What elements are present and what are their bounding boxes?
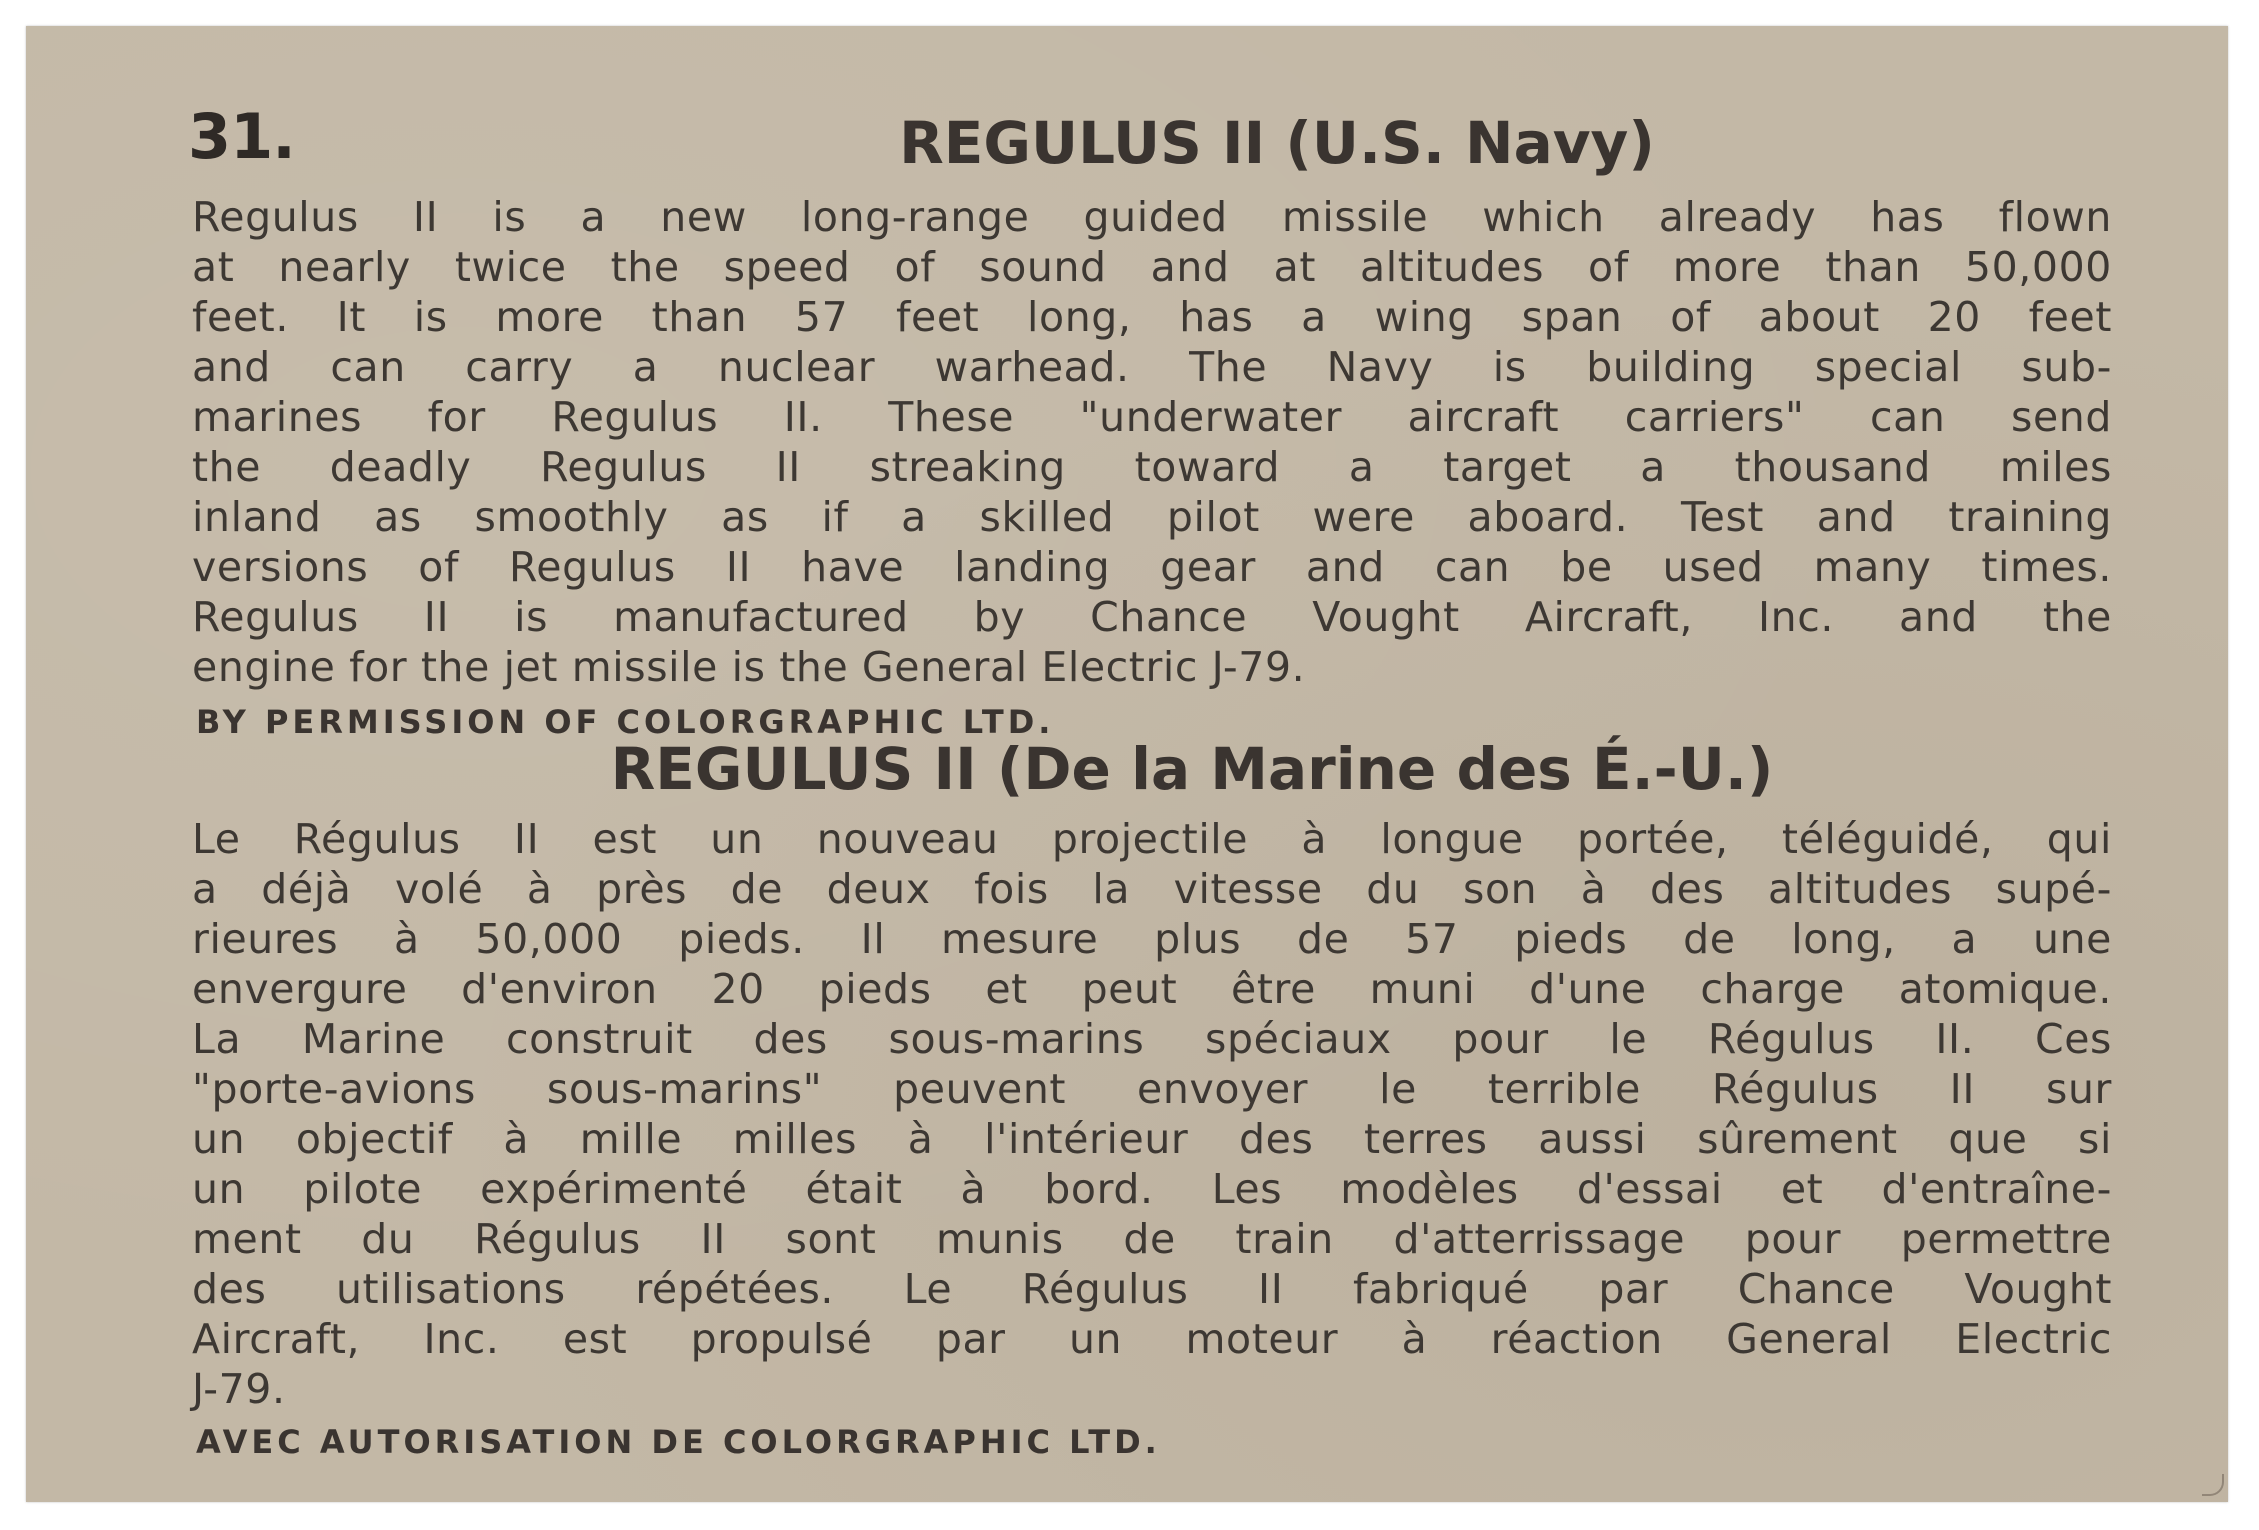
english-line: the deadly Regulus II streaking toward a target a thousand miles bbox=[192, 443, 2112, 491]
french-line: Aircraft, Inc. est propulsé par un moteur à réaction General Electric bbox=[192, 1315, 2112, 1363]
english-line: at nearly twice the speed of sound and at altitudes of more than 50,000 bbox=[192, 243, 2112, 291]
card-corner-crease bbox=[2202, 1474, 2224, 1496]
english-line: and can carry a nuclear warhead. The Navy is building special sub- bbox=[192, 343, 2112, 391]
trading-card-back bbox=[26, 26, 2228, 1502]
french-line: des utilisations répétées. Le Régulus II fabriqué par Chance Vought bbox=[192, 1265, 2112, 1313]
french-line: "porte-avions sous-marins" peuvent envoyer le terrible Régulus II sur bbox=[192, 1065, 2112, 1113]
french-line: a déjà volé à près de deux fois la vitesse du son à des altitudes supé- bbox=[192, 865, 2112, 913]
english-description bbox=[192, 192, 2112, 692]
card-number: 31. bbox=[188, 100, 295, 173]
english-line: Regulus II is a new long-range guided missile which already has flown bbox=[192, 193, 2112, 241]
french-line: ment du Régulus II sont munis de train d'atterrissage pour permettre bbox=[192, 1215, 2112, 1263]
french-line: rieures à 50,000 pieds. Il mesure plus de 57 pieds de long, a une bbox=[192, 915, 2112, 963]
english-title: REGULUS II (U.S. Navy) bbox=[899, 109, 1655, 177]
english-line: marines for Regulus II. These "underwater aircraft carriers" can send bbox=[192, 393, 2112, 441]
french-line: J-79. bbox=[192, 1365, 286, 1413]
french-line: un objectif à mille milles à l'intérieur des terres aussi sûrement que si bbox=[192, 1115, 2112, 1163]
french-line: envergure d'environ 20 pieds et peut être muni d'une charge atomique. bbox=[192, 965, 2112, 1013]
french-title: REGULUS II (De la Marine des É.-U.) bbox=[610, 735, 1774, 803]
french-line: La Marine construit des sous-marins spéciaux pour le Régulus II. Ces bbox=[192, 1015, 2112, 1063]
french-line: Le Régulus II est un nouveau projectile à longue portée, téléguidé, qui bbox=[192, 815, 2112, 863]
english-credit: BY PERMISSION OF COLORGRAPHIC LTD. bbox=[196, 703, 1055, 741]
english-line: inland as smoothly as if a skilled pilot were aboard. Test and training bbox=[192, 493, 2112, 541]
english-line: engine for the jet missile is the General Electric J-79. bbox=[192, 643, 1306, 691]
english-line: versions of Regulus II have landing gear and can be used many times. bbox=[192, 543, 2112, 591]
french-line: un pilote expérimenté était à bord. Les modèles d'essai et d'entraîne- bbox=[192, 1165, 2112, 1213]
french-description bbox=[192, 814, 2112, 1414]
french-credit: AVEC AUTORISATION DE COLORGRAPHIC LTD. bbox=[196, 1423, 1161, 1461]
english-line: Regulus II is manufactured by Chance Vought Aircraft, Inc. and the bbox=[192, 593, 2112, 641]
english-line: feet. It is more than 57 feet long, has a wing span of about 20 feet bbox=[192, 293, 2112, 341]
